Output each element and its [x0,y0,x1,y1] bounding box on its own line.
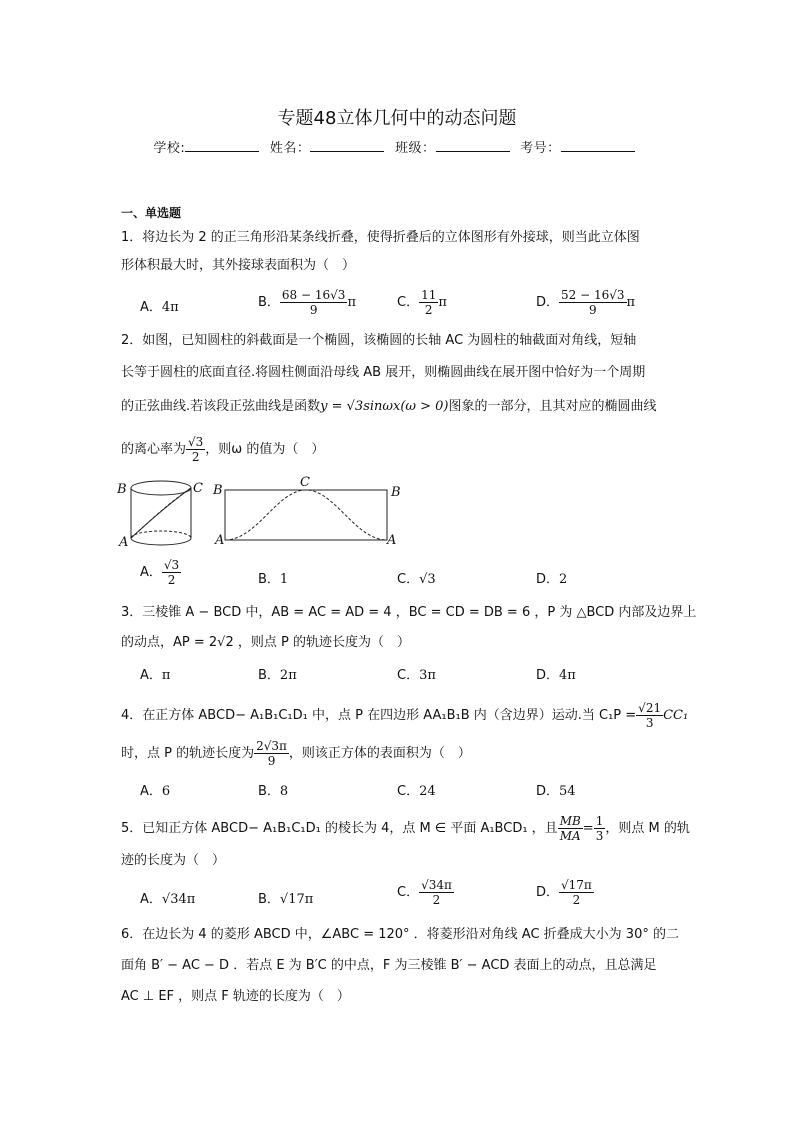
q4-option-c[interactable] [397,780,436,799]
text: ，则该正方体的表面积为（ ） [288,746,471,761]
q1-option-c[interactable] [397,288,447,317]
text: 的正弦曲线.若该段正弦曲线是函数 [121,399,321,414]
q2-line4 [121,432,681,468]
fraction-numerator: 52 − 16√3 [561,288,625,302]
fraction [254,739,289,768]
fraction-numerator: √34π [421,878,452,892]
fraction [162,558,181,587]
option-label: C． [397,295,420,310]
q1-options [0,286,794,322]
fraction-numerator: 1 [595,814,604,828]
option-value: 3π [419,668,436,683]
cylinder-bottom-front [131,538,191,545]
q5-line1 [121,811,690,847]
q2-line1: 2．如图，已知圆柱的斜截面是一个椭圆，该椭圆的长轴 AC 为圆柱的轴截面对角线，短轴 [121,333,637,348]
formula: y = √3sinωx(ω > 0) [320,399,449,414]
q2-option-a[interactable] [140,558,181,587]
fraction-denominator: 2 [191,450,200,464]
fraction-denominator: 2 [167,573,176,587]
q3-line1: 3．三棱锥 A − BCD 中，AB = AC = AD = 4 ，BC = CD = DB = 6 ，P 为 △BCD 内部及边界上 [121,605,697,620]
unrolled-rectangle [225,490,387,540]
q1-option-b[interactable] [258,288,356,317]
option-suffix: π [438,295,447,310]
fraction-numerator: √21 [638,701,662,715]
rect-label-b-right: B [391,485,401,500]
q5-option-d[interactable] [536,878,594,907]
option-value: 6 [161,784,171,799]
fraction [419,288,438,317]
option-label: D． [536,295,560,310]
school-label: 学校: [153,141,186,156]
q1-option-a[interactable] [140,296,179,315]
option-value: 54 [559,784,576,799]
option-suffix: π [347,295,356,310]
cylinder-top-ellipse [131,481,191,495]
fraction [186,435,205,464]
class-label: 班级： [395,141,436,156]
cylinder-label-b: B [117,482,127,497]
q3-option-d[interactable] [536,664,576,683]
option-label: C． [397,885,420,900]
option-value: 2 [559,572,568,587]
text: 图象的一部分，且其对应的椭圆曲线 [448,399,657,414]
q1-option-d[interactable] [536,288,635,317]
q2-figure [117,474,407,550]
text: CC₁ [663,708,689,723]
option-value: π [161,668,171,683]
q5-option-b[interactable] [258,888,313,907]
q2-option-c[interactable] [397,568,436,587]
q2-options [0,556,794,596]
text: 4．在正方体 ABCD− A₁B₁C₁D₁ 中，点 P 在四边形 AA₁B₁B 内（含边界）运动.当 C₁P = [121,708,637,723]
fraction-denominator: 9 [309,303,318,317]
option-label: B． [258,668,280,683]
option-label: A． [140,565,162,580]
q3-option-c[interactable] [397,664,436,683]
q6-line2: 面角 B′ − AC − D ．若点 E 为 B′C 的中点，F 为三棱锥 B′ − ACD 表面上的动点，且总满足 [121,958,657,973]
q4-line1 [121,698,689,734]
option-label: D． [536,784,560,799]
option-label: C． [397,572,420,587]
option-label: C． [397,784,420,799]
option-value: √3 [419,572,436,587]
class-blank[interactable] [436,139,510,152]
fraction-denominator: MA [559,829,581,843]
q2-option-d[interactable] [536,568,567,587]
fraction [636,701,663,730]
q5-options [0,878,794,918]
fraction-numerator: MB [559,814,581,828]
fraction-denominator: 3 [595,829,604,843]
fraction-denominator: 2 [432,893,441,907]
cylinder-label-a: A [119,535,129,550]
option-value: 24 [419,784,436,799]
fraction-numerator: √3 [163,558,180,572]
fraction [594,814,606,843]
fraction-denominator: 9 [267,754,276,768]
rect-label-a-right: A [387,533,397,548]
student-info-line [0,137,794,156]
option-value: 2π [279,668,297,683]
fraction-denominator: 3 [645,716,654,730]
cylinder-bottom-back [131,531,191,538]
q3-option-a[interactable] [140,664,170,683]
equals-sign: = [582,821,594,836]
fraction [280,288,348,317]
school-blank[interactable] [185,139,259,152]
option-label: D． [536,572,560,587]
option-label: A． [140,668,162,683]
option-value: √34π [161,892,196,907]
rect-label-b-left: B [213,483,223,498]
option-label: D． [536,668,560,683]
fraction [559,288,627,317]
fraction-denominator: 2 [424,303,433,317]
option-label: B． [258,892,280,907]
q3-line2: 的动点，AP = 2√2 ，则点 P 的轨迹长度为（ ） [121,635,410,650]
q4-line2 [121,736,681,772]
unrolled-diagram [225,490,387,540]
page-title: 专题48立体几何中的动态问题 [277,108,517,129]
option-label: B． [258,784,280,799]
option-label: B． [258,572,280,587]
cylinder-label-c: C [193,481,203,496]
fraction-numerator: 68 − 16√3 [281,288,346,302]
fraction-denominator: 9 [588,303,597,317]
q4-option-b[interactable] [258,780,288,799]
option-suffix: π [626,295,636,310]
name-label: 姓名： [269,141,311,156]
number-blank[interactable] [561,139,635,152]
q5-line2: 迹的长度为（ ） [121,853,226,868]
option-value: 8 [279,784,289,799]
fraction-numerator: 2√3π [256,739,287,753]
q4-options [0,780,794,800]
q2-option-b[interactable] [258,568,288,587]
q2-line2: 长等于圆柱的底面直径.将圆柱侧面沿母线 AB 展开，则椭圆曲线在展开图中恰好为一个周期 [121,365,646,380]
option-value: √17π [279,892,314,907]
fraction [559,878,594,907]
q2-line3 [121,398,681,416]
option-value: 4π [559,668,576,683]
text: 时，点 P 的轨迹长度为 [121,746,255,761]
text: 的离心率为 [121,442,187,457]
fraction-numerator: 11 [421,288,437,302]
q3-option-b[interactable] [258,664,297,683]
sine-curve [225,490,387,540]
q5-option-a[interactable] [140,888,195,907]
section-heading: 一、单选题 [121,206,182,220]
rect-label-a-left: A [215,533,225,548]
q1-line1: 1．将边长为 2 的正三角形沿某条线折叠，使得折叠后的立体图形有外接球，则当此立体图 [121,230,640,245]
text: 5．已知正方体 ABCD− A₁B₁C₁D₁ 的棱长为 4，点 M ∈ 平面 A₁BCD₁ ，且 [121,821,558,836]
q6-line1: 6．在边长为 4 的菱形 ABCD 中，∠ABC = 120° ．将菱形沿对角线 AC 折叠成大小为 30° 的二 [121,927,679,942]
option-label: D． [536,885,560,900]
fraction-denominator: 2 [572,893,581,907]
text: ，则ω 的值为（ ） [205,442,325,457]
q4-option-d[interactable] [536,780,576,799]
q6-line3: AC ⊥ EF ，则点 F 轨迹的长度为（ ） [121,989,350,1004]
number-label: 考号： [520,141,561,156]
q1-line2: 形体积最大时，其外接球表面积为（ ） [121,258,356,273]
fraction [558,814,583,843]
option-label: B． [258,295,280,310]
option-value: 4π [161,300,179,315]
option-label: A． [140,300,162,315]
fraction [419,878,454,907]
cylinder-diagram [131,481,191,545]
q5-option-c[interactable] [397,878,454,907]
q4-option-a[interactable] [140,780,170,799]
rect-label-c: C [300,475,310,490]
option-label: A． [140,784,162,799]
option-value: 1 [279,572,289,587]
option-label: C． [397,668,420,683]
fraction-numerator: √3 [188,435,204,449]
q3-options [0,664,794,684]
fraction-numerator: √17π [561,878,592,892]
name-blank[interactable] [310,139,384,152]
text: ，则点 M 的轨 [605,821,690,836]
option-label: A． [140,892,162,907]
